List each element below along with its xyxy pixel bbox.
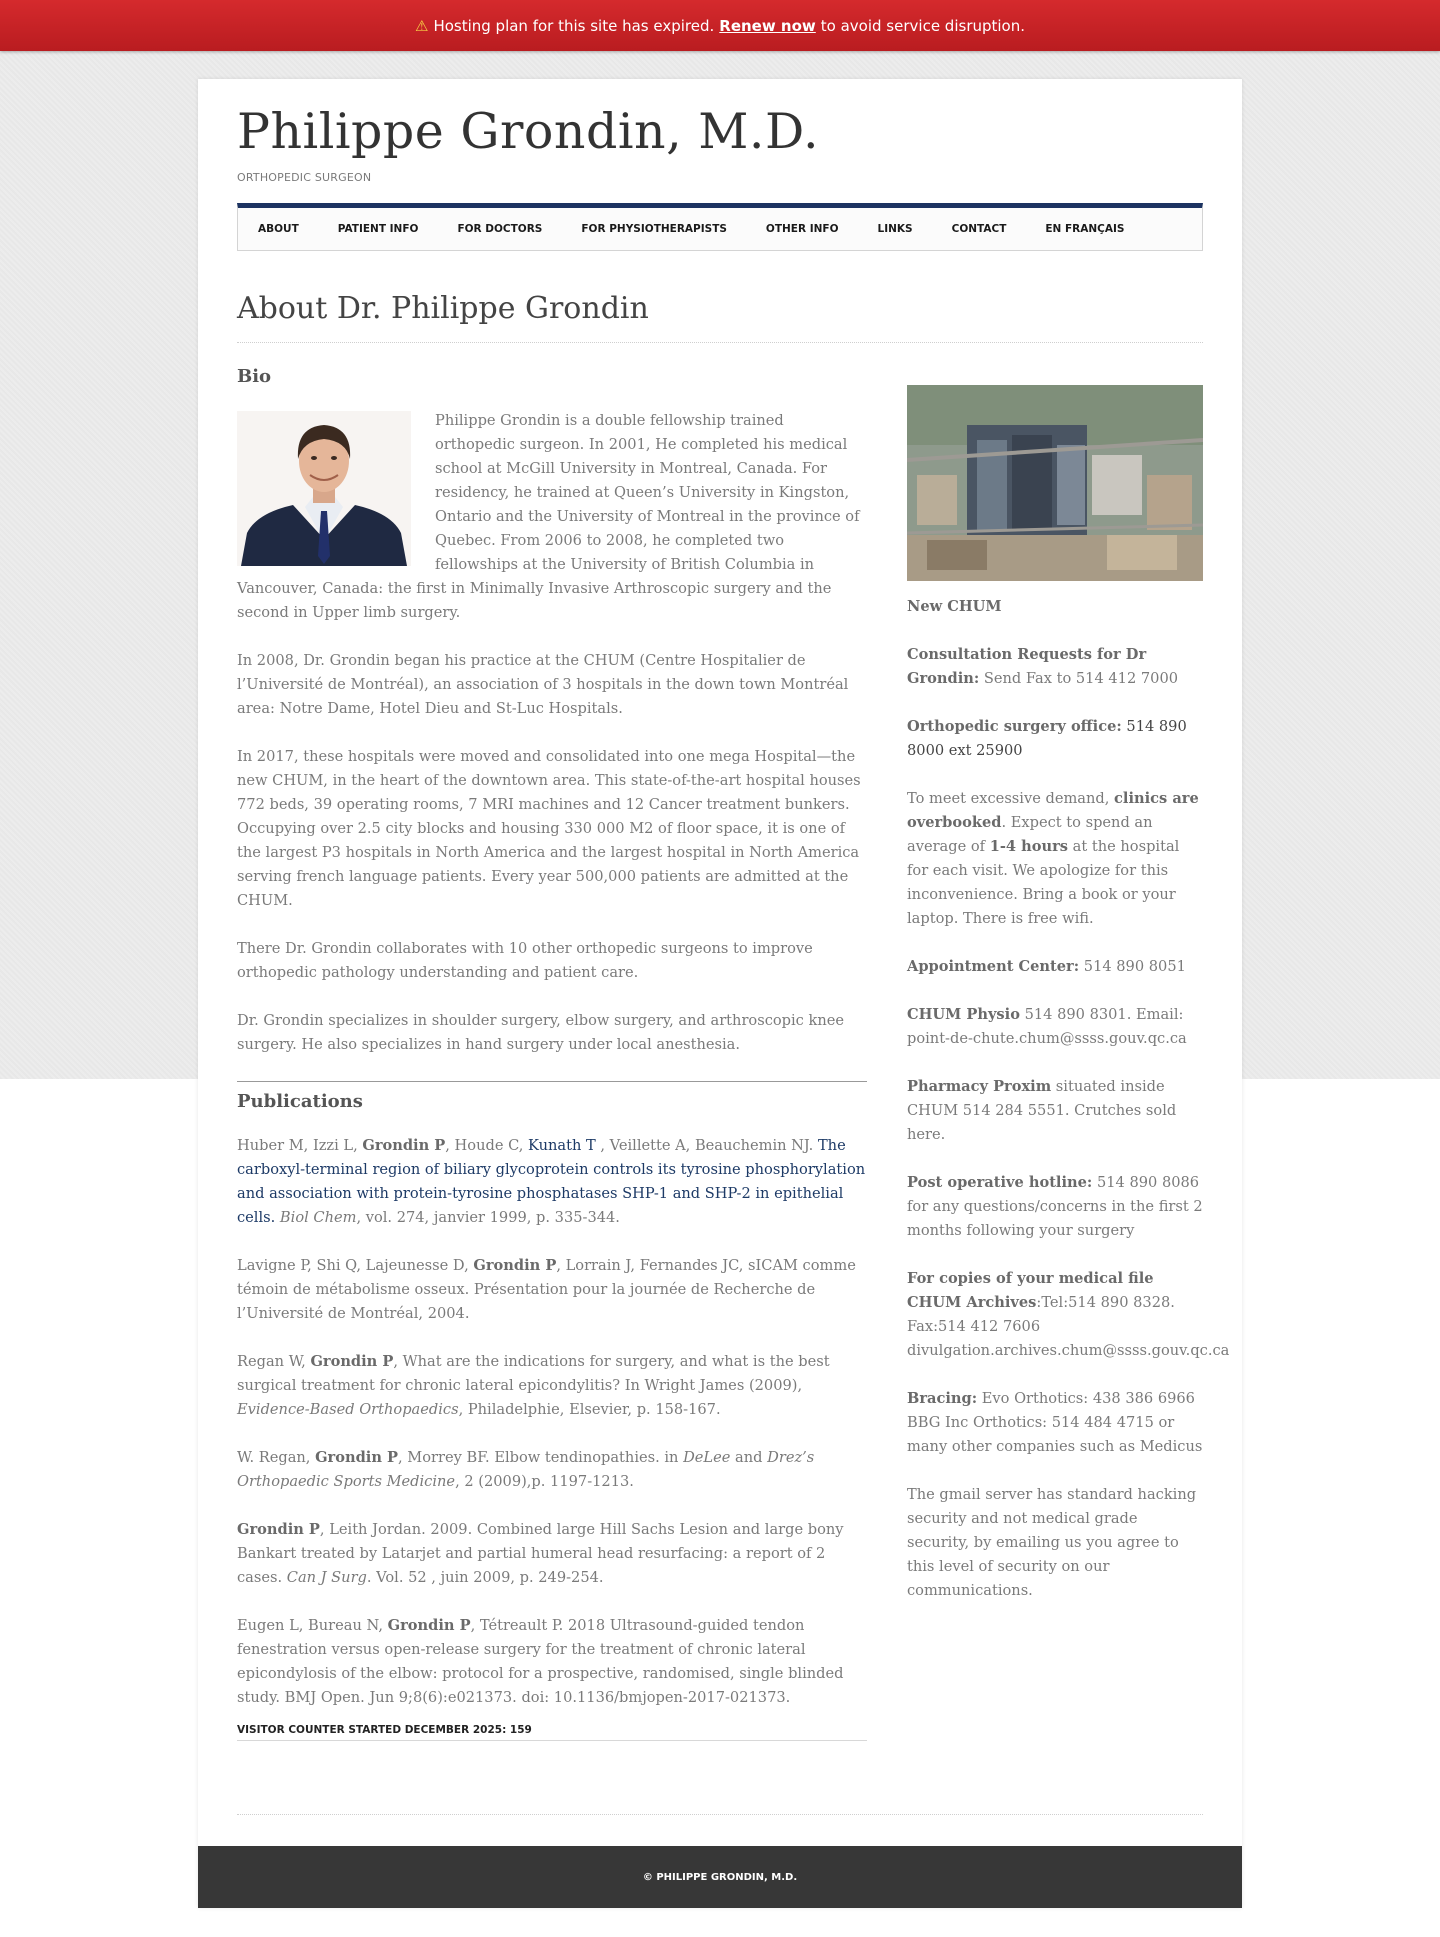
title-divider — [237, 342, 1203, 343]
nav-for-physiotherapists[interactable]: FOR PHYSIOTHERAPISTS — [581, 223, 727, 235]
nav-links[interactable]: LINKS — [877, 223, 913, 235]
page-container — [198, 79, 1242, 1908]
footer — [198, 1846, 1242, 1908]
section-divider — [237, 1081, 867, 1082]
sidebar — [907, 385, 1230, 1627]
hospital-aerial-image — [907, 385, 1203, 581]
doctor-portrait — [237, 411, 411, 566]
hosting-alert-banner — [0, 0, 1440, 51]
publication-item: Regan W, Grondin P, What are the indications for surgery, and what is the best surgical treatment for chronic lateral epicondylitis? In Wright James (2009), Evidence-Based Orthopaedics, Philadelphie, Elsevier, p. 158-167. — [237, 1353, 830, 1418]
physio-info: CHUM Physio 514 890 8301. Email: point-de-chute.chum@ssss.gouv.qc.ca — [907, 1006, 1187, 1047]
publication-item: Lavigne P, Shi Q, Lajeunesse D, Grondin P, Lorrain J, Fernandes JC, sICAM comme témoin de métabolisme osseux. Présentation pour la journée de Recherche de l’Université de Montréal, 2004. — [237, 1257, 856, 1322]
publication-item: Huber M, Izzi L, Grondin P, Houde C, Kunath T , Veillette A, Beauchemin NJ. The carboxyl-terminal region of biliary glycoprotein controls its tyrosine phosphorylation and association with protein-tyrosine phosphatases SHP-1 and SHP-2 in epithelial cells. Biol Chem, vol. 274, janvier 1999, p. 335-344. — [237, 1137, 866, 1226]
demand-notice: To meet excessive demand, clinics are overbooked. Expect to spend an average of 1-4 hours at the hospital for each visit. We apologize for this inconvenience. Bring a book or your laptop. There is free wifi. — [907, 790, 1199, 927]
alert-suffix: to avoid service disruption. — [820, 16, 1026, 35]
bracing-info: Bracing: Evo Orthotics: 438 386 6966 BBG Inc Orthotics: 514 484 4715 or many other companies such as Medicus — [907, 1390, 1203, 1455]
bio-heading: Bio — [237, 366, 272, 387]
visitor-counter: VISITOR COUNTER STARTED DECEMBER 2025: 159 — [237, 1722, 867, 1741]
appointment-info: Appointment Center: 514 890 8051 — [907, 958, 1186, 975]
nav-en-francais[interactable]: EN FRANÇAIS — [1045, 223, 1125, 235]
bio-paragraph-3: In 2017, these hospitals were moved and consolidated into one mega Hospital—the new CHUM, in the heart of the downtown area. This state-of-the-art hospital houses 772 beds, 39 operating rooms, 7 MRI machines and 12 Cancer treatment bunkers. Occupying over 2.5 city blocks and housing 330 000 M2 of floor space, it is one of the largest P3 hospitals in North America and the largest hospital in North America serving french language patients. Every year 500,000 patients are admitted at the CHUM. — [237, 748, 861, 909]
bio-paragraph-1: Philippe Grondin is a double fellowship trained orthopedic surgeon. In 2001, He completed his medical school at McGill University in Montreal, Canada. For residency, he trained at Queen’s University in Kingston, Ontario and the University of Montreal in the province of Quebec. From 2006 to 2008, he completed two fellowships at the University of British Columbia in Vancouver, Canada: the first in Minimally Invasive Arthroscopic surgery and the second in Upper limb surgery. — [237, 412, 860, 621]
site-tagline: ORTHOPEDIC SURGEON — [237, 171, 372, 184]
bio-paragraph-2: In 2008, Dr. Grondin began his practice at the CHUM (Centre Hospitalier de l’Université de Montréal), an association of 3 hospitals in the down town Montréal area: Notre Dame, Hotel Dieu and St-Luc Hospitals. — [237, 652, 849, 717]
bio-paragraph-4: There Dr. Grondin collaborates with 10 other orthopedic surgeons to improve orthopedic pathology understanding and patient care. — [237, 940, 813, 981]
nav-contact[interactable]: CONTACT — [951, 223, 1007, 235]
pharmacy-info: Pharmacy Proxim situated inside CHUM 514 284 5551. Crutches sold here. — [907, 1078, 1177, 1143]
postop-hotline-info: Post operative hotline: 514 890 8086 for any questions/concerns in the first 2 months following your surgery — [907, 1174, 1203, 1239]
renew-now-link[interactable]: Renew now — [719, 16, 816, 35]
copyright-text: © PHILIPPE GRONDIN, M.D. — [642, 1871, 798, 1883]
bio-paragraph-5: Dr. Grondin specializes in shoulder surgery, elbow surgery, and arthroscopic knee surgery. He also specializes in hand surgery under local anesthesia. — [237, 1012, 844, 1053]
main-navigation — [237, 203, 1203, 251]
article-link[interactable]: The carboxyl-terminal region of biliary glycoprotein controls its tyrosine phosphorylation and association with protein-tyrosine phosphatases SHP-1 and SHP-2 in epithelial cells. — [237, 1137, 866, 1226]
image-caption: New CHUM — [907, 598, 1002, 615]
office-info: Orthopedic surgery office: 514 890 8000 ext 25900 — [907, 718, 1187, 759]
publication-item: W. Regan, Grondin P, Morrey BF. Elbow tendinopathies. in DeLee and Drez’s Orthopaedic Sports Medicine, 2 (2009),p. 1197-1213. — [237, 1449, 815, 1490]
nav-about[interactable]: ABOUT — [258, 223, 299, 235]
nav-for-doctors[interactable]: FOR DOCTORS — [457, 223, 543, 235]
consultation-info: Consultation Requests for Dr Grondin: Send Fax to 514 412 7000 — [907, 646, 1179, 687]
alert-message: Hosting plan for this site has expired. — [433, 16, 715, 35]
email-security-notice: The gmail server has standard hacking security and not medical grade security, by emailing us you agree to this level of security on our communications. — [907, 1486, 1197, 1599]
site-title[interactable]: Philippe Grondin, M.D. — [237, 103, 820, 160]
page-title: About Dr. Philippe Grondin — [237, 291, 649, 326]
medical-records-info: For copies of your medical file CHUM Archives:Tel:514 890 8328. Fax:514 412 7606 divulgation.archives.chum@ssss.gouv.qc.ca — [907, 1270, 1230, 1359]
warning-icon: ⚠ — [414, 16, 429, 35]
publications-heading: Publications — [237, 1091, 363, 1112]
publication-item: Eugen L, Bureau N, Grondin P, Tétreault P. 2018 Ultrasound-guided tendon fenestration versus open-release surgery for the treatment of chronic lateral epicondylosis of the elbow: protocol for a prospective, randomised, single blinded study. BMJ Open. Jun 9;8(6):e021373. doi: 10.1136/bmjopen-2017-021373. — [237, 1617, 844, 1706]
doctor-portrait-image — [237, 411, 411, 566]
author-link[interactable]: Kunath T — [528, 1137, 601, 1154]
main-content — [237, 365, 867, 1741]
footer-divider — [237, 1814, 1203, 1815]
nav-other-info[interactable]: OTHER INFO — [765, 223, 839, 235]
nav-patient-info[interactable]: PATIENT INFO — [337, 223, 419, 235]
publication-item: Grondin P, Leith Jordan. 2009. Combined large Hill Sachs Lesion and large bony Bankart treated by Latarjet and partial humeral head resurfacing: a report of 2 cases. Can J Surg. Vol. 52 , juin 2009, p. 249-254. — [237, 1521, 844, 1586]
